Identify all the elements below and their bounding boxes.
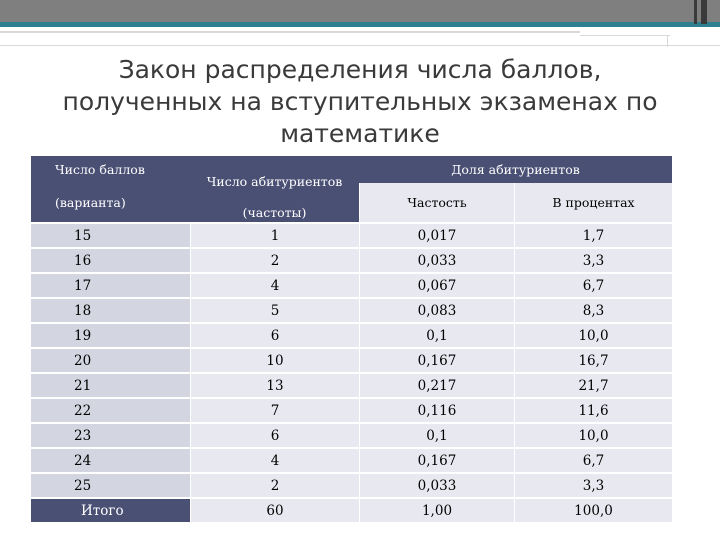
table-row bbox=[31, 472, 672, 497]
table-row bbox=[31, 322, 672, 347]
cell-frequency: 1,00 bbox=[359, 497, 514, 522]
cell-percent: 10,0 bbox=[514, 322, 672, 347]
header-frequency: Частость bbox=[359, 183, 514, 222]
cell-percent: 16,7 bbox=[514, 347, 672, 372]
header-score: Число баллов bbox=[31, 156, 190, 183]
header-count-line2: (частоты) bbox=[242, 205, 307, 220]
cell-frequency: 0,167 bbox=[359, 447, 514, 472]
cell-frequency: 0,167 bbox=[359, 347, 514, 372]
table-row bbox=[31, 222, 672, 247]
cell-count: 1 bbox=[190, 222, 359, 247]
table-row-total bbox=[31, 497, 672, 522]
cell-score: 20 bbox=[31, 347, 190, 372]
table-row bbox=[31, 422, 672, 447]
table-row bbox=[31, 347, 672, 372]
cell-count: 13 bbox=[190, 372, 359, 397]
cell-count: 4 bbox=[190, 447, 359, 472]
cell-count: 5 bbox=[190, 297, 359, 322]
cell-percent: 11,6 bbox=[514, 397, 672, 422]
slide-title: Закон распределения числа баллов, полученных на вступительных экзаменах по математике bbox=[62, 55, 658, 148]
divider-line bbox=[580, 35, 670, 36]
cell-count: 10 bbox=[190, 347, 359, 372]
cell-frequency: 0,1 bbox=[359, 322, 514, 347]
cell-count: 6 bbox=[190, 422, 359, 447]
cell-score: 16 bbox=[31, 247, 190, 272]
header-count bbox=[190, 156, 359, 222]
cell-frequency: 0,033 bbox=[359, 247, 514, 272]
cell-percent: 6,7 bbox=[514, 447, 672, 472]
cell-frequency: 0,017 bbox=[359, 222, 514, 247]
header-stripe bbox=[694, 0, 697, 24]
divider-line bbox=[667, 35, 668, 47]
header-count-line1: Число абитуриентов bbox=[206, 174, 343, 189]
cell-count: 2 bbox=[190, 472, 359, 497]
divider-line bbox=[0, 45, 720, 46]
table-row bbox=[31, 397, 672, 422]
cell-percent: 8,3 bbox=[514, 297, 672, 322]
cell-percent: 10,0 bbox=[514, 422, 672, 447]
cell-score: 24 bbox=[31, 447, 190, 472]
cell-score: 23 bbox=[31, 422, 190, 447]
cell-score: 22 bbox=[31, 397, 190, 422]
header-accent-bar bbox=[0, 22, 720, 27]
divider-line bbox=[0, 31, 580, 33]
total-label: Итого bbox=[31, 497, 190, 522]
cell-frequency: 0,217 bbox=[359, 372, 514, 397]
distribution-table bbox=[31, 156, 672, 522]
cell-count: 7 bbox=[190, 397, 359, 422]
cell-percent: 3,3 bbox=[514, 472, 672, 497]
table-row bbox=[31, 297, 672, 322]
cell-score: 15 bbox=[31, 222, 190, 247]
cell-score: 19 bbox=[31, 322, 190, 347]
cell-frequency: 0,083 bbox=[359, 297, 514, 322]
cell-frequency: 0,1 bbox=[359, 422, 514, 447]
cell-count: 4 bbox=[190, 272, 359, 297]
table-row bbox=[31, 447, 672, 472]
table-row bbox=[31, 372, 672, 397]
header-stripe bbox=[701, 0, 707, 24]
cell-frequency: 0,116 bbox=[359, 397, 514, 422]
cell-count: 2 bbox=[190, 247, 359, 272]
header-bar bbox=[0, 0, 720, 24]
cell-score: 25 bbox=[31, 472, 190, 497]
cell-percent: 3,3 bbox=[514, 247, 672, 272]
cell-percent: 21,7 bbox=[514, 372, 672, 397]
header-share-group: Доля абитуриентов bbox=[359, 156, 672, 183]
cell-count: 6 bbox=[190, 322, 359, 347]
table-row bbox=[31, 247, 672, 272]
cell-frequency: 0,067 bbox=[359, 272, 514, 297]
cell-count: 60 bbox=[190, 497, 359, 522]
cell-percent: 6,7 bbox=[514, 272, 672, 297]
cell-percent: 100,0 bbox=[514, 497, 672, 522]
cell-frequency: 0,033 bbox=[359, 472, 514, 497]
cell-score: 21 bbox=[31, 372, 190, 397]
header-score-sub: (варианта) bbox=[31, 183, 190, 222]
cell-percent: 1,7 bbox=[514, 222, 672, 247]
cell-score: 17 bbox=[31, 272, 190, 297]
cell-score: 18 bbox=[31, 297, 190, 322]
table-row bbox=[31, 272, 672, 297]
header-percent: В процентах bbox=[514, 183, 672, 222]
